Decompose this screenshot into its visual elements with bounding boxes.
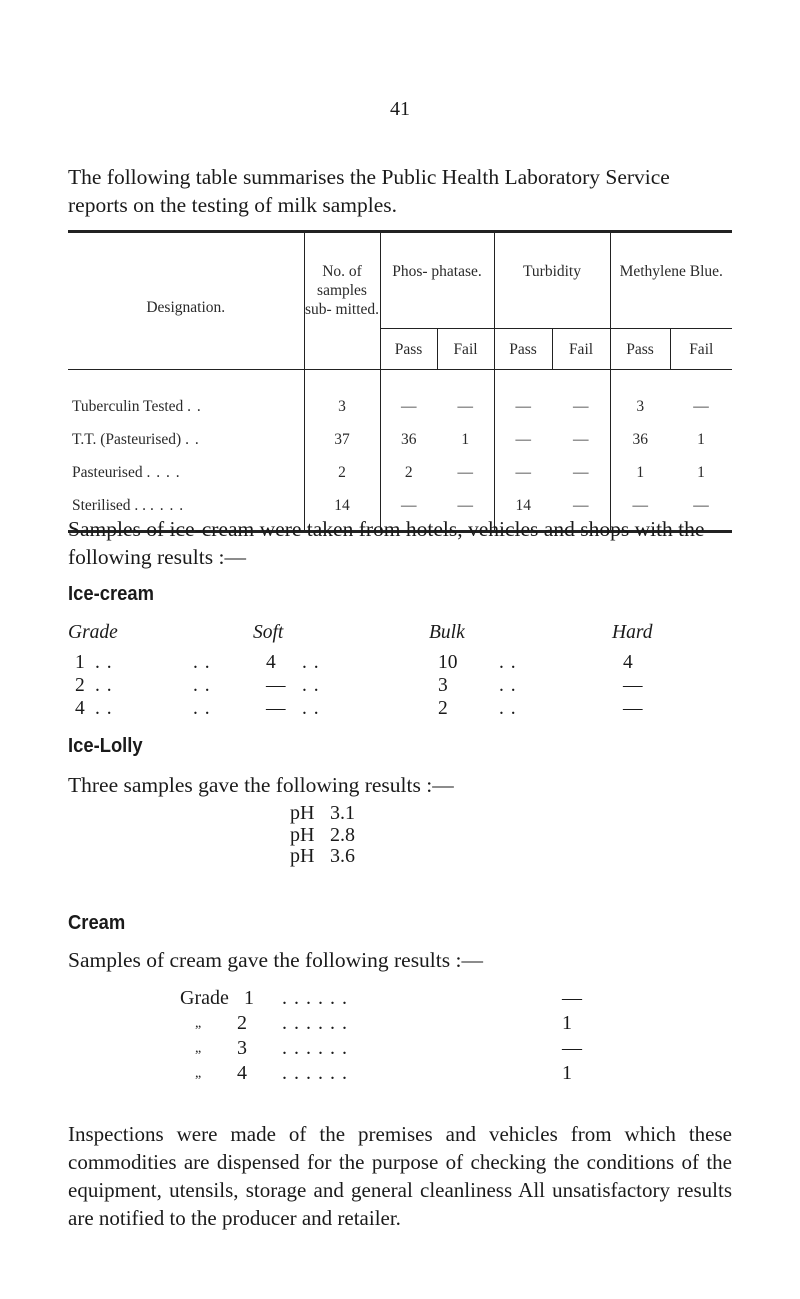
- result-value: 1: [562, 1062, 572, 1084]
- header-hard: Hard: [612, 622, 653, 643]
- leader-dots: . . . .: [149, 496, 185, 514]
- table-row: [68, 456, 732, 489]
- leader-dots: . .: [193, 675, 211, 696]
- row-designation: Pasteurised: [72, 463, 143, 481]
- icecream-heading: Ice-cream: [68, 583, 154, 605]
- row-turb-fail: —: [573, 397, 589, 415]
- row-mb-fail: 1: [697, 430, 705, 448]
- row-designation: Sterilised . .: [72, 496, 147, 514]
- row-turb-fail: —: [573, 496, 589, 514]
- row-turb-pass: —: [494, 370, 552, 424]
- row-turb-fail: —: [573, 463, 589, 481]
- header-soft: Soft: [253, 622, 284, 643]
- grade-value: 4: [237, 1062, 247, 1084]
- header-bulk: Bulk: [429, 622, 465, 643]
- leader-dots: . . . .: [146, 463, 181, 481]
- list-item: [180, 1011, 600, 1036]
- leader-dots: . .: [185, 430, 200, 448]
- list-item: [180, 986, 600, 1011]
- list-item: [180, 1036, 600, 1061]
- leader-dots: . .: [95, 652, 113, 673]
- row-mb-fail: —: [693, 397, 709, 415]
- ph-value: 3.6: [330, 845, 355, 867]
- leader-dots: . . . . . .: [282, 1062, 348, 1084]
- bulk-value: 10: [438, 652, 458, 673]
- page-number: 41: [390, 98, 410, 120]
- cream-heading: Cream: [68, 912, 126, 934]
- table-row: [68, 370, 732, 424]
- row-mb-fail: 1: [697, 463, 705, 481]
- table-row: [68, 698, 732, 724]
- result-value: 1: [562, 1012, 572, 1034]
- leader-dots: . .: [187, 397, 202, 415]
- row-designation: T.T. (Pasteurised): [72, 430, 182, 448]
- list-item: [290, 803, 355, 825]
- hard-value: 4: [623, 652, 633, 673]
- icelolly-paragraph: Three samples gave the following results :—: [68, 773, 454, 797]
- row-phos-pass: 36: [380, 423, 437, 456]
- bulk-value: 2: [438, 698, 448, 719]
- row-designation: Tuberculin Tested: [72, 397, 184, 415]
- ph-label: pH: [290, 802, 315, 824]
- leader-dots: . .: [193, 698, 211, 719]
- row-phos-pass: 2: [380, 456, 437, 489]
- header-turb-fail: Fail: [552, 329, 610, 370]
- header-turbidity: Turbidity: [494, 232, 610, 329]
- hard-value: —: [623, 675, 643, 696]
- ph-value: 2.8: [330, 823, 355, 846]
- leader-dots: . . . . . .: [282, 1037, 348, 1059]
- header-designation: Designation.: [146, 298, 226, 316]
- leader-dots: . .: [95, 698, 113, 719]
- grade-value: 2: [237, 1012, 247, 1034]
- soft-value: —: [266, 698, 286, 719]
- grade-label: Grade: [180, 987, 229, 1009]
- header-methylene-blue: Methylene Blue.: [610, 232, 732, 329]
- header-mb-fail: Fail: [670, 329, 732, 370]
- ph-label: pH: [290, 823, 315, 846]
- header-turb-pass: Pass: [494, 329, 552, 370]
- leader-dots: . .: [302, 652, 320, 673]
- table-row: [68, 423, 732, 456]
- cream-results-list: [180, 986, 600, 1086]
- ph-label: pH: [290, 845, 315, 867]
- icecream-header-row: [68, 622, 732, 648]
- grade-value: 1: [75, 652, 85, 673]
- leader-dots: . .: [499, 652, 517, 673]
- list-item: [290, 846, 355, 868]
- row-samples: 14: [304, 489, 380, 532]
- row-mb-pass: —: [610, 489, 670, 532]
- hard-value: —: [623, 698, 643, 719]
- grade-value: 1: [244, 987, 254, 1009]
- grade-value: 4: [75, 698, 85, 719]
- row-samples: 2: [304, 456, 380, 489]
- row-turb-pass: —: [494, 456, 552, 489]
- row-phos-pass: —: [380, 489, 437, 532]
- soft-value: 4: [266, 652, 276, 673]
- row-samples: 37: [304, 423, 380, 456]
- result-value: —: [562, 987, 582, 1009]
- ph-value: 3.1: [330, 802, 355, 824]
- icelolly-heading: Ice-Lolly: [68, 735, 143, 757]
- ph-results-list: [290, 803, 355, 868]
- leader-dots: . .: [499, 698, 517, 719]
- leader-dots: . .: [95, 675, 113, 696]
- leader-dots: . .: [193, 652, 211, 673]
- row-phos-fail: —: [457, 496, 473, 514]
- ditto-mark: „: [195, 1041, 202, 1056]
- list-item: [290, 825, 355, 847]
- row-turb-fail: —: [573, 430, 589, 448]
- soft-value: —: [266, 675, 286, 696]
- intro-paragraph: The following table summarises the Public Health Laboratory Service reports on the testing of milk samples.: [68, 165, 670, 217]
- row-phos-fail: —: [457, 397, 473, 415]
- header-mb-pass: Pass: [610, 329, 670, 370]
- row-mb-pass: 36: [610, 423, 670, 456]
- header-phosphatase: Phos- phatase.: [380, 232, 494, 329]
- bulk-value: 3: [438, 675, 448, 696]
- result-value: —: [562, 1037, 582, 1059]
- leader-dots: . . . . . .: [282, 1012, 348, 1034]
- grade-value: 2: [75, 675, 85, 696]
- icecream-intro-paragraph: Samples of ice-cream were taken from hotels, vehicles and shops with the following results :—: [68, 517, 705, 569]
- inspections-paragraph: Inspections were made of the premises and vehicles from which these commodities are dispensed for the purpose of checking the conditions of the equipment, utensils, storage and general cleanliness All unsatisfactory results are notified to the producer and retailer.: [68, 1122, 732, 1230]
- ditto-mark: „: [195, 1016, 202, 1031]
- row-turb-pass: —: [494, 423, 552, 456]
- row-mb-pass: 1: [610, 456, 670, 489]
- header-grade: Grade: [68, 622, 118, 643]
- row-phos-fail: —: [457, 463, 473, 481]
- leader-dots: . . . . . .: [282, 987, 348, 1009]
- row-phos-fail: 1: [461, 430, 470, 448]
- leader-dots: . .: [302, 698, 320, 719]
- grade-value: 3: [237, 1037, 247, 1059]
- row-mb-pass: 3: [610, 370, 670, 424]
- cream-paragraph: Samples of cream gave the following results :—: [68, 948, 483, 972]
- leader-dots: . .: [302, 675, 320, 696]
- header-phos-fail: Fail: [437, 329, 494, 370]
- row-phos-pass: —: [380, 370, 437, 424]
- row-mb-fail: —: [693, 496, 709, 514]
- leader-dots: . .: [499, 675, 517, 696]
- ditto-mark: „: [195, 1066, 202, 1081]
- row-turb-pass: 14: [494, 489, 552, 532]
- header-phos-pass: Pass: [380, 329, 437, 370]
- header-samples-submitted: No. of samples sub- mitted.: [304, 232, 380, 370]
- milk-testing-table: [68, 230, 732, 533]
- list-item: [180, 1061, 600, 1086]
- row-samples: 3: [304, 370, 380, 424]
